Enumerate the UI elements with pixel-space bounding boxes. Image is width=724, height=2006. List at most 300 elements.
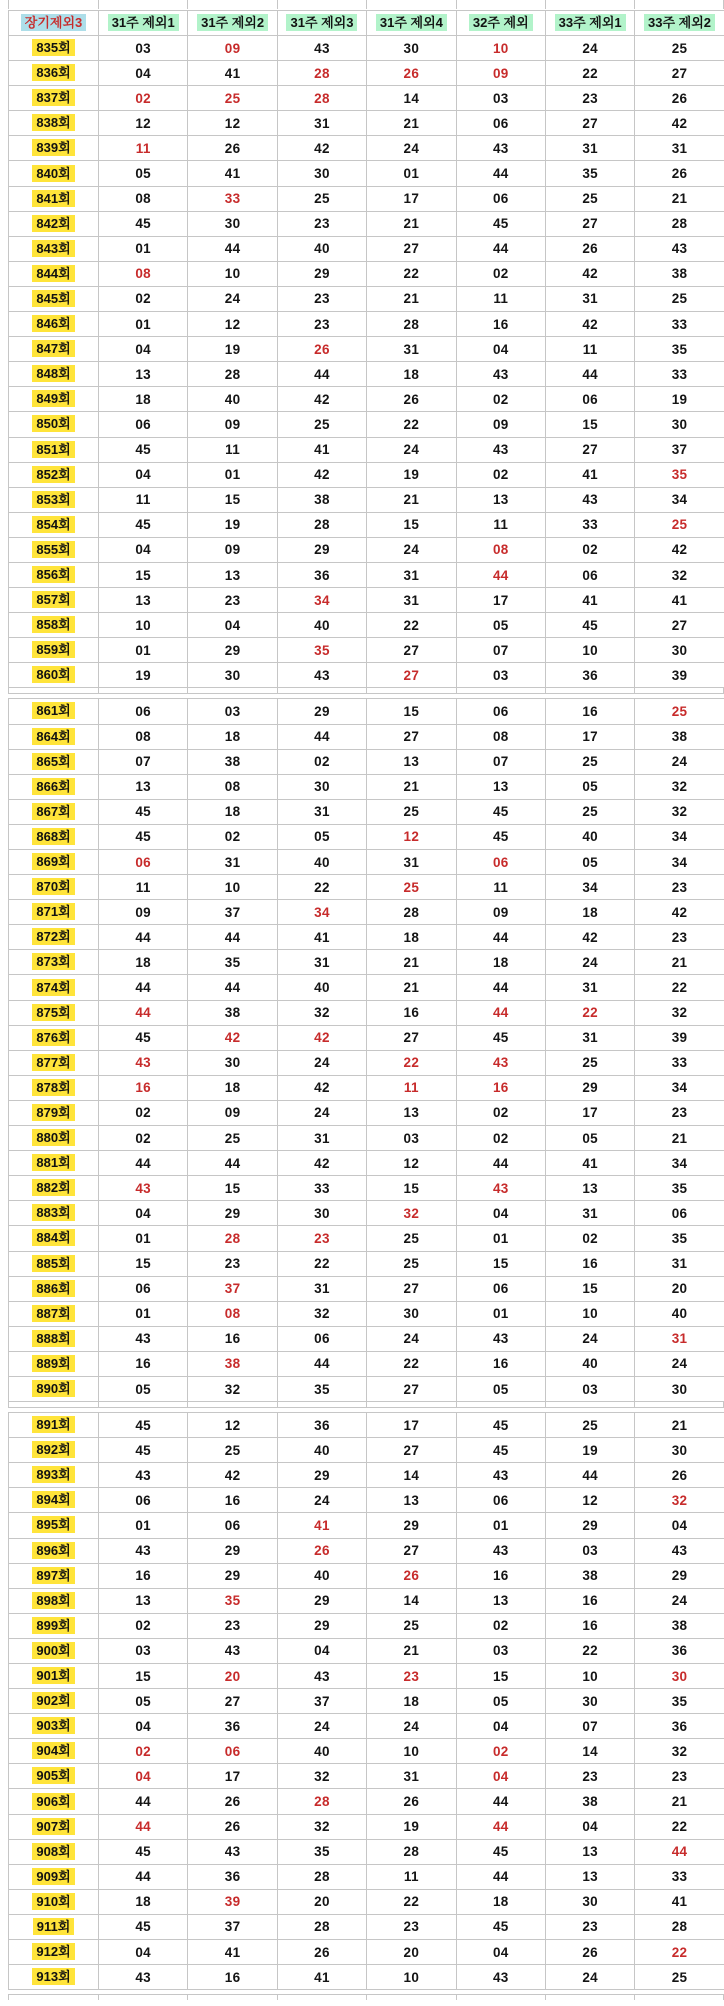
value-cell: 23 <box>635 875 724 900</box>
value-cell: 13 <box>99 588 188 613</box>
value-cell: 17 <box>367 1413 456 1438</box>
value-cell: 31 <box>367 850 456 875</box>
round-label-cell <box>9 362 99 387</box>
round-label: 876회 <box>32 1029 74 1046</box>
value-cell: 31 <box>545 136 634 161</box>
round-label: 860회 <box>32 666 74 683</box>
round-label: 852회 <box>32 466 74 483</box>
value-cell: 41 <box>277 1513 366 1538</box>
value-cell: 44 <box>277 724 366 749</box>
round-label: 859회 <box>32 641 74 658</box>
value-cell: 43 <box>635 1538 724 1563</box>
table-row <box>9 312 724 337</box>
value-cell: 44 <box>188 925 277 950</box>
round-label: 844회 <box>32 265 74 282</box>
value-cell: 10 <box>188 261 277 286</box>
value-cell: 22 <box>545 61 634 86</box>
value-cell: 08 <box>99 186 188 211</box>
table-row <box>9 1276 724 1301</box>
value-cell: 04 <box>99 1940 188 1965</box>
value-cell: 18 <box>367 1689 456 1714</box>
column-border-stub <box>98 0 187 9</box>
value-cell: 34 <box>635 850 724 875</box>
round-label: 893회 <box>32 1466 74 1483</box>
value-cell: 06 <box>99 412 188 437</box>
value-cell: 25 <box>277 412 366 437</box>
value-cell: 02 <box>99 86 188 111</box>
value-cell: 33 <box>635 312 724 337</box>
round-label: 885회 <box>32 1255 74 1272</box>
value-cell: 23 <box>545 1914 634 1939</box>
table-row <box>9 1351 724 1376</box>
value-cell: 43 <box>188 1839 277 1864</box>
value-cell: 11 <box>367 1075 456 1100</box>
value-cell: 03 <box>367 1126 456 1151</box>
value-cell: 16 <box>99 1563 188 1588</box>
round-label: 851회 <box>32 441 74 458</box>
value-cell: 15 <box>367 512 456 537</box>
value-cell: 42 <box>545 925 634 950</box>
value-cell: 34 <box>635 487 724 512</box>
value-cell: 13 <box>99 362 188 387</box>
week-exclusion-header: 33주 제외1 <box>555 14 626 31</box>
value-cell: 22 <box>277 1251 366 1276</box>
value-cell: 19 <box>635 387 724 412</box>
table-row <box>9 487 724 512</box>
value-cell: 21 <box>367 950 456 975</box>
value-cell: 02 <box>456 1739 545 1764</box>
value-cell: 40 <box>277 613 366 638</box>
value-cell: 45 <box>99 211 188 236</box>
value-cell: 27 <box>367 1438 456 1463</box>
value-cell: 05 <box>545 774 634 799</box>
value-cell: 41 <box>635 588 724 613</box>
value-cell: 16 <box>188 1965 277 1990</box>
value-cell: 37 <box>188 1914 277 1939</box>
value-cell: 30 <box>367 36 456 61</box>
round-label-cell <box>9 799 99 824</box>
round-label-cell <box>9 462 99 487</box>
value-cell: 15 <box>99 562 188 587</box>
value-cell: 31 <box>367 588 456 613</box>
value-cell: 35 <box>188 950 277 975</box>
value-cell: 41 <box>188 61 277 86</box>
round-label: 866회 <box>32 778 74 795</box>
value-cell: 42 <box>277 387 366 412</box>
round-label-cell <box>9 1940 99 1965</box>
table-row <box>9 1025 724 1050</box>
round-label: 900회 <box>32 1642 74 1659</box>
value-cell: 28 <box>277 1864 366 1889</box>
value-cell: 03 <box>456 663 545 688</box>
column-border-stub <box>8 1402 98 1407</box>
value-cell: 12 <box>188 111 277 136</box>
table-row <box>9 1176 724 1201</box>
value-cell: 25 <box>635 1965 724 1990</box>
value-cell: 32 <box>277 1301 366 1326</box>
value-cell: 43 <box>277 1664 366 1689</box>
value-cell: 28 <box>277 61 366 86</box>
value-cell: 02 <box>456 261 545 286</box>
value-cell: 24 <box>277 1050 366 1075</box>
table-row <box>9 1814 724 1839</box>
table-row <box>9 900 724 925</box>
value-cell: 23 <box>545 86 634 111</box>
value-cell: 41 <box>188 1940 277 1965</box>
round-label: 845회 <box>32 290 74 307</box>
round-label: 898회 <box>32 1592 74 1609</box>
value-cell: 38 <box>277 487 366 512</box>
value-cell: 44 <box>545 1463 634 1488</box>
value-cell: 31 <box>635 136 724 161</box>
value-cell: 23 <box>277 211 366 236</box>
round-label: 861회 <box>32 702 74 719</box>
value-cell: 06 <box>456 186 545 211</box>
value-cell: 37 <box>635 437 724 462</box>
table-row <box>9 337 724 362</box>
value-cell: 06 <box>456 1488 545 1513</box>
table-row <box>9 1000 724 1025</box>
value-cell: 26 <box>635 1463 724 1488</box>
value-cell: 25 <box>635 512 724 537</box>
value-cell: 44 <box>456 975 545 1000</box>
round-label-cell <box>9 1563 99 1588</box>
value-cell: 32 <box>635 1739 724 1764</box>
round-label: 841회 <box>32 190 74 207</box>
value-cell: 36 <box>277 1413 366 1438</box>
value-cell: 38 <box>635 724 724 749</box>
value-cell: 45 <box>99 824 188 849</box>
round-label: 904회 <box>32 1742 74 1759</box>
table-row <box>9 1613 724 1638</box>
value-cell: 42 <box>635 900 724 925</box>
exclusion-table-section-2 <box>8 698 724 1402</box>
round-label-cell <box>9 86 99 111</box>
round-label: 839회 <box>32 139 74 156</box>
value-cell: 32 <box>367 1201 456 1226</box>
value-cell: 08 <box>188 1301 277 1326</box>
value-cell: 17 <box>188 1764 277 1789</box>
value-cell: 25 <box>635 699 724 724</box>
value-cell: 45 <box>456 211 545 236</box>
value-cell: 29 <box>188 1201 277 1226</box>
round-label: 882회 <box>32 1179 74 1196</box>
round-label: 901회 <box>32 1667 74 1684</box>
value-cell: 43 <box>456 437 545 462</box>
value-cell: 29 <box>277 537 366 562</box>
table-row <box>9 1864 724 1889</box>
round-label-cell <box>9 161 99 186</box>
value-cell: 26 <box>188 1814 277 1839</box>
value-cell: 06 <box>99 699 188 724</box>
value-cell: 04 <box>277 1638 366 1663</box>
value-cell: 23 <box>367 1664 456 1689</box>
round-label-cell <box>9 312 99 337</box>
value-cell: 45 <box>456 1839 545 1864</box>
round-label-cell <box>9 1714 99 1739</box>
value-cell: 33 <box>545 512 634 537</box>
round-label: 857회 <box>32 591 74 608</box>
column-border-stub <box>456 1995 545 2000</box>
value-cell: 23 <box>188 1251 277 1276</box>
value-cell: 19 <box>367 1814 456 1839</box>
round-label: 888회 <box>32 1330 74 1347</box>
value-cell: 44 <box>456 1000 545 1025</box>
round-label-cell <box>9 1889 99 1914</box>
value-cell: 29 <box>188 1538 277 1563</box>
value-cell: 44 <box>99 1789 188 1814</box>
value-cell: 01 <box>99 1226 188 1251</box>
value-cell: 02 <box>456 387 545 412</box>
value-cell: 06 <box>99 1488 188 1513</box>
table-row <box>9 1413 724 1438</box>
value-cell: 01 <box>456 1513 545 1538</box>
value-cell: 45 <box>456 1413 545 1438</box>
value-cell: 10 <box>99 613 188 638</box>
value-cell: 02 <box>456 1613 545 1638</box>
value-cell: 42 <box>277 1025 366 1050</box>
table-row <box>9 1940 724 1965</box>
round-label-cell <box>9 537 99 562</box>
round-label: 902회 <box>32 1692 74 1709</box>
value-cell: 06 <box>456 1276 545 1301</box>
value-cell: 41 <box>277 437 366 462</box>
table-row <box>9 1914 724 1939</box>
round-label: 881회 <box>32 1154 74 1171</box>
column-border-stub <box>634 688 723 693</box>
value-cell: 45 <box>456 824 545 849</box>
value-cell: 41 <box>545 1151 634 1176</box>
value-cell: 24 <box>635 749 724 774</box>
value-cell: 36 <box>188 1864 277 1889</box>
value-cell: 24 <box>367 1326 456 1351</box>
round-label: 892회 <box>32 1441 74 1458</box>
value-cell: 42 <box>635 111 724 136</box>
round-label-cell <box>9 1201 99 1226</box>
round-label: 843회 <box>32 240 74 257</box>
value-cell: 35 <box>635 1176 724 1201</box>
table-row <box>9 1050 724 1075</box>
value-cell: 02 <box>99 286 188 311</box>
value-cell: 45 <box>99 1025 188 1050</box>
value-cell: 26 <box>367 387 456 412</box>
value-cell: 22 <box>545 1638 634 1663</box>
round-label: 889회 <box>32 1355 74 1372</box>
value-cell: 25 <box>367 1251 456 1276</box>
value-cell: 15 <box>456 1664 545 1689</box>
value-cell: 11 <box>545 337 634 362</box>
exclusion-table-section-1 <box>8 10 724 688</box>
table-row <box>9 850 724 875</box>
value-cell: 03 <box>456 86 545 111</box>
round-label-cell <box>9 1764 99 1789</box>
column-border-stub <box>277 0 366 9</box>
value-cell: 31 <box>367 562 456 587</box>
round-label: 856회 <box>32 566 74 583</box>
value-cell: 09 <box>456 900 545 925</box>
value-cell: 42 <box>635 537 724 562</box>
value-cell: 25 <box>188 86 277 111</box>
week-exclusion-header: 31주 제외3 <box>286 14 357 31</box>
tables-host <box>8 10 724 2000</box>
value-cell: 38 <box>188 1000 277 1025</box>
round-label: 878회 <box>32 1079 74 1096</box>
value-cell: 02 <box>99 1739 188 1764</box>
value-cell: 15 <box>545 412 634 437</box>
value-cell: 11 <box>99 136 188 161</box>
round-label: 884회 <box>32 1229 74 1246</box>
round-label-cell <box>9 1613 99 1638</box>
value-cell: 03 <box>99 36 188 61</box>
round-label-cell <box>9 925 99 950</box>
value-cell: 31 <box>635 1326 724 1351</box>
value-cell: 23 <box>635 1764 724 1789</box>
table-row <box>9 1376 724 1401</box>
value-cell: 07 <box>545 1714 634 1739</box>
value-cell: 43 <box>545 487 634 512</box>
value-cell: 06 <box>456 699 545 724</box>
value-cell: 02 <box>99 1613 188 1638</box>
value-cell: 20 <box>635 1276 724 1301</box>
value-cell: 14 <box>367 1588 456 1613</box>
table-row <box>9 613 724 638</box>
value-cell: 42 <box>277 462 366 487</box>
value-cell: 40 <box>277 1563 366 1588</box>
value-cell: 44 <box>456 1789 545 1814</box>
value-cell: 30 <box>545 1889 634 1914</box>
value-cell: 43 <box>99 1463 188 1488</box>
value-cell: 11 <box>99 487 188 512</box>
value-cell: 21 <box>635 1413 724 1438</box>
value-cell: 40 <box>635 1301 724 1326</box>
value-cell: 28 <box>367 1839 456 1864</box>
value-cell: 44 <box>277 1351 366 1376</box>
table-row <box>9 774 724 799</box>
value-cell: 14 <box>367 86 456 111</box>
value-cell: 10 <box>367 1739 456 1764</box>
value-cell: 31 <box>635 1251 724 1276</box>
round-label-cell <box>9 1176 99 1201</box>
value-cell: 24 <box>635 1351 724 1376</box>
value-cell: 30 <box>188 1050 277 1075</box>
value-cell: 39 <box>188 1889 277 1914</box>
value-cell: 04 <box>545 1814 634 1839</box>
value-cell: 45 <box>99 512 188 537</box>
round-label: 867회 <box>32 803 74 820</box>
round-label-cell <box>9 1638 99 1663</box>
round-label: 903회 <box>32 1717 74 1734</box>
table-row <box>9 1764 724 1789</box>
value-cell: 29 <box>277 261 366 286</box>
round-label-cell <box>9 36 99 61</box>
column-header-cell <box>277 11 366 36</box>
value-cell: 34 <box>635 824 724 849</box>
value-cell: 31 <box>545 1201 634 1226</box>
value-cell: 01 <box>367 161 456 186</box>
table-row <box>9 749 724 774</box>
value-cell: 20 <box>367 1940 456 1965</box>
value-cell: 25 <box>367 1226 456 1251</box>
value-cell: 31 <box>545 286 634 311</box>
table-row <box>9 161 724 186</box>
week-exclusion-header: 31주 제외2 <box>197 14 268 31</box>
value-cell: 02 <box>188 824 277 849</box>
value-cell: 19 <box>545 1438 634 1463</box>
value-cell: 17 <box>456 588 545 613</box>
value-cell: 28 <box>635 211 724 236</box>
column-border-stub <box>187 0 276 9</box>
value-cell: 24 <box>277 1100 366 1125</box>
value-cell: 24 <box>545 1965 634 1990</box>
value-cell: 39 <box>635 663 724 688</box>
value-cell: 44 <box>456 562 545 587</box>
value-cell: 07 <box>456 749 545 774</box>
value-cell: 13 <box>367 1488 456 1513</box>
value-cell: 41 <box>188 161 277 186</box>
round-label-cell <box>9 1538 99 1563</box>
value-cell: 05 <box>545 850 634 875</box>
value-cell: 32 <box>277 1000 366 1025</box>
value-cell: 45 <box>456 799 545 824</box>
value-cell: 18 <box>99 387 188 412</box>
table-row <box>9 1513 724 1538</box>
value-cell: 26 <box>277 1538 366 1563</box>
value-cell: 04 <box>99 337 188 362</box>
column-border-stub <box>545 1995 634 2000</box>
value-cell: 30 <box>635 1376 724 1401</box>
value-cell: 21 <box>635 186 724 211</box>
value-cell: 29 <box>545 1075 634 1100</box>
value-cell: 13 <box>545 1839 634 1864</box>
value-cell: 16 <box>188 1488 277 1513</box>
round-label-cell <box>9 387 99 412</box>
value-cell: 16 <box>456 312 545 337</box>
value-cell: 38 <box>188 1351 277 1376</box>
column-header-cell <box>635 11 724 36</box>
value-cell: 41 <box>277 1965 366 1990</box>
value-cell: 45 <box>99 1438 188 1463</box>
round-label-cell <box>9 286 99 311</box>
value-cell: 04 <box>456 1201 545 1226</box>
table-row <box>9 1075 724 1100</box>
value-cell: 08 <box>99 261 188 286</box>
value-cell: 17 <box>545 1100 634 1125</box>
round-label: 837회 <box>32 89 74 106</box>
value-cell: 05 <box>99 161 188 186</box>
value-cell: 43 <box>99 1965 188 1990</box>
round-label-cell <box>9 562 99 587</box>
round-label: 886회 <box>32 1280 74 1297</box>
value-cell: 35 <box>277 1839 366 1864</box>
value-cell: 27 <box>545 437 634 462</box>
column-border-stub <box>366 1402 455 1407</box>
table-row <box>9 1100 724 1125</box>
column-header-cell <box>367 11 456 36</box>
column-border-stub <box>187 1995 276 2000</box>
table-row <box>9 1789 724 1814</box>
value-cell: 40 <box>277 975 366 1000</box>
value-cell: 27 <box>545 211 634 236</box>
value-cell: 03 <box>99 1638 188 1663</box>
value-cell: 11 <box>456 875 545 900</box>
week-exclusion-header: 32주 제외 <box>469 14 533 31</box>
value-cell: 04 <box>635 1513 724 1538</box>
value-cell: 44 <box>277 362 366 387</box>
round-label: 880회 <box>32 1129 74 1146</box>
value-cell: 04 <box>99 61 188 86</box>
value-cell: 45 <box>99 1914 188 1939</box>
value-cell: 44 <box>99 925 188 950</box>
